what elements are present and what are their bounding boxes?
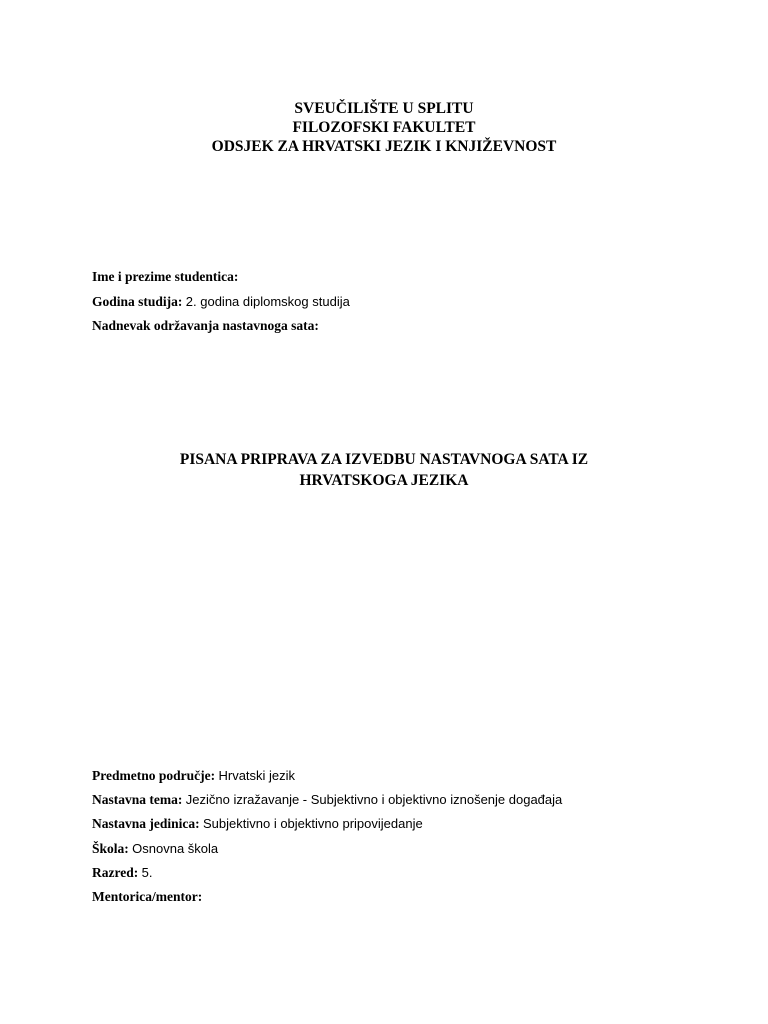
school-row [92, 837, 562, 861]
theme-value: Jezično izražavanje - Subjektivno i objektivno iznošenje događaja [185, 792, 563, 808]
study-year-label: Godina studija: [92, 293, 183, 309]
theme-label: Nastavna tema: [92, 792, 183, 808]
theme-row [92, 788, 562, 812]
institution-header [0, 99, 768, 156]
unit-label: Nastavna jedinica: [92, 816, 200, 832]
unit-value: Subjektivno i objektivno pripovijedanje [203, 816, 423, 832]
study-year-row [92, 290, 350, 315]
unit-row [92, 812, 562, 836]
lesson-date-label: Nadnevak održavanja nastavnoga sata: [92, 318, 319, 333]
lesson-date-row [92, 314, 350, 339]
subject-label: Predmetno područje: [92, 768, 216, 783]
lesson-details-block [92, 764, 562, 909]
document-title-line-1: PISANA PRIPRAVA ZA IZVEDBU NASTAVNOGA SATA IZ [179, 451, 589, 468]
faculty-name: FILOZOFSKI FAKULTET [292, 119, 476, 136]
document-title-line-2: HRVATSKOGA JEZIKA [299, 472, 469, 489]
grade-label: Razred: [92, 864, 139, 880]
student-name-row [92, 265, 350, 290]
school-label: Škola: [92, 840, 129, 856]
mentor-label: Mentorica/mentor: [92, 889, 203, 905]
subject-value: Hrvatski jezik [218, 768, 296, 783]
grade-value: 5. [141, 864, 153, 880]
document-title [0, 449, 768, 491]
university-name: SVEUČILIŠTE U SPLITU [294, 100, 474, 117]
student-name-label: Ime i prezime studentica: [92, 269, 239, 284]
subject-row [92, 764, 562, 788]
study-year-value: 2. godina diplomskog studija [185, 293, 350, 309]
department-name: ODSJEK ZA HRVATSKI JEZIK I KNJIŽEVNOST [211, 138, 557, 155]
student-info-block [92, 265, 350, 339]
school-value: Osnovna škola [132, 840, 219, 856]
grade-row [92, 861, 562, 885]
mentor-row [92, 885, 562, 909]
